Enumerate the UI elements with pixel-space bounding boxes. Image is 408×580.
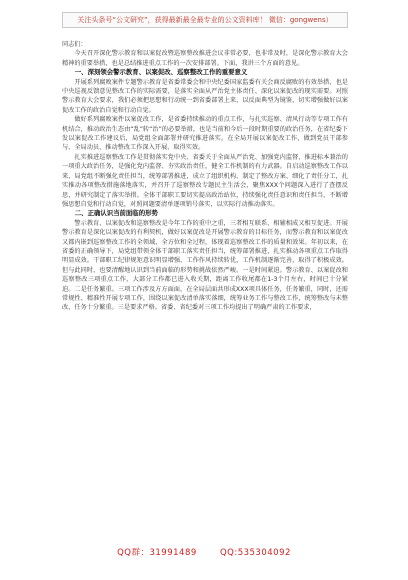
section-heading-2: 二、正确认识当前面临的形势 [74, 209, 158, 218]
greeting: 同志们： [62, 41, 87, 48]
promo-banner: 关注头条号“公文研究”，获得最新最全最专业的公文资料库！ 微信：gongwens） [62, 12, 348, 28]
paragraph-3: 做好系列腐败案件以案促改工作，是省委持续推动的重点工作，与扎实巡察、清风行动等专项工作有机结合，推动政治生态由“乱”转“治”的必要举措，也是当前和今后一段时期重要的政治任务，在省纪委下发以案促改工作建议后，局党组全面部署并研究推进落实。在全局开展以案促改工作，做到党员干部参与、全局动员、推动整改工作深入开展、取得实效。 [62, 116, 348, 152]
paragraph-5: 警示教育、以案促改和巡察整改是今年工作的重中之重，三者相互联系、相辅相成又相互促进。开展警示教育是深化以案促改的有利契机，做好以案促改是开展警示教育的目标任务，而警示教育和以案促改又都内嵌到巡察整改工作的全领域、全方位和全过程，体现着巡察整改工作的质量和效果。年初以来，在省委的正确领导下，局党组带领全体干部职工落实责任担当，统筹部署推进，扎实推动各项重点工作取得明显成效。干部职工纪律规矩意识明显增强、工作作风持续转优，工作机制逐渐完善，取得了积极成效。但与此同时，也要清醒地认识到当前面临的形势和挑战依然严峻。一是时间紧迫。警示教育、以案促改和巡察整改三项重点工作，大部分工作都已进入收关期，距离工作收尾都在1-3个月左右，时间已十分紧迫。二是任务繁重。三项工作涉及方方面面，在全局层面共形成XXX项具体任务，任务繁重，同时，还需常规性、精准性开展专项工作，围绕以案促改清单落实落细，统筹业务工作与整改工作，统筹整改与未整改，任务十分繁重。三是要求严格。省委、省纪委对三项工作均提出了明确严肃的工作要求， [62, 219, 348, 312]
document-body [62, 40, 348, 313]
paragraph-2: 开展系列腐败案件专题警示教育是省委常委会和中央纪委国家监委有关会商反腐败的有效举措，也是中央巡视反馈意见整改工作的实际需要，是落实全面从严治党主体责任、深化以案促改的现实需要。对照警示教育大会要求，我们必须把思想和行动统一到省委部署上来，以反面典型为镜鉴，切实增强做好以案促改工作的政治自觉和行动自觉。 [62, 78, 348, 114]
footer-qq-group: QQ群：31991489 [117, 548, 197, 558]
paragraph-4: 扎实推进巡察整改工作是贯彻落实党中央、省委关于全面从严治党、加强党内监督，推进标本兼治的一项重大政治任务，是强化党内监督、夯实政治责任，健全工作机制的有力武器。自启动巡察整改工作以来，局党组不断强化责任担当，统筹部署推进，成立了组织机构、制定了整改方案、细化了责任分工，扎实推动各项整改措施落地落实，并召开了巡察整改专题民主生活会，聚焦XXX个问题深入进行了查摆反思，并研究制定了落实举措。全体干部职工要切实提高政治站位，持续强化责任意识和责任担当，不断增强思想自觉和行动自觉，对照问题要清单逐项销号落实，以实际行动推动落实。 [62, 153, 348, 208]
section-heading-1: 一、深刻领会警示教育、以案促改、巡察整改工作的重要意义 [74, 68, 248, 77]
paragraph-intro: 今天召开深化警示教育和以案促改暨巡察整改推进会议非常必要，也非常及时，是深化警示教育大会精神的重要举措，也是总结推进重点工作的一次安排部署。下面，我讲三个方面的意见。 [62, 50, 348, 67]
footer-contact [0, 546, 408, 558]
footer-qq-number: QQ:535304092 [219, 548, 291, 558]
